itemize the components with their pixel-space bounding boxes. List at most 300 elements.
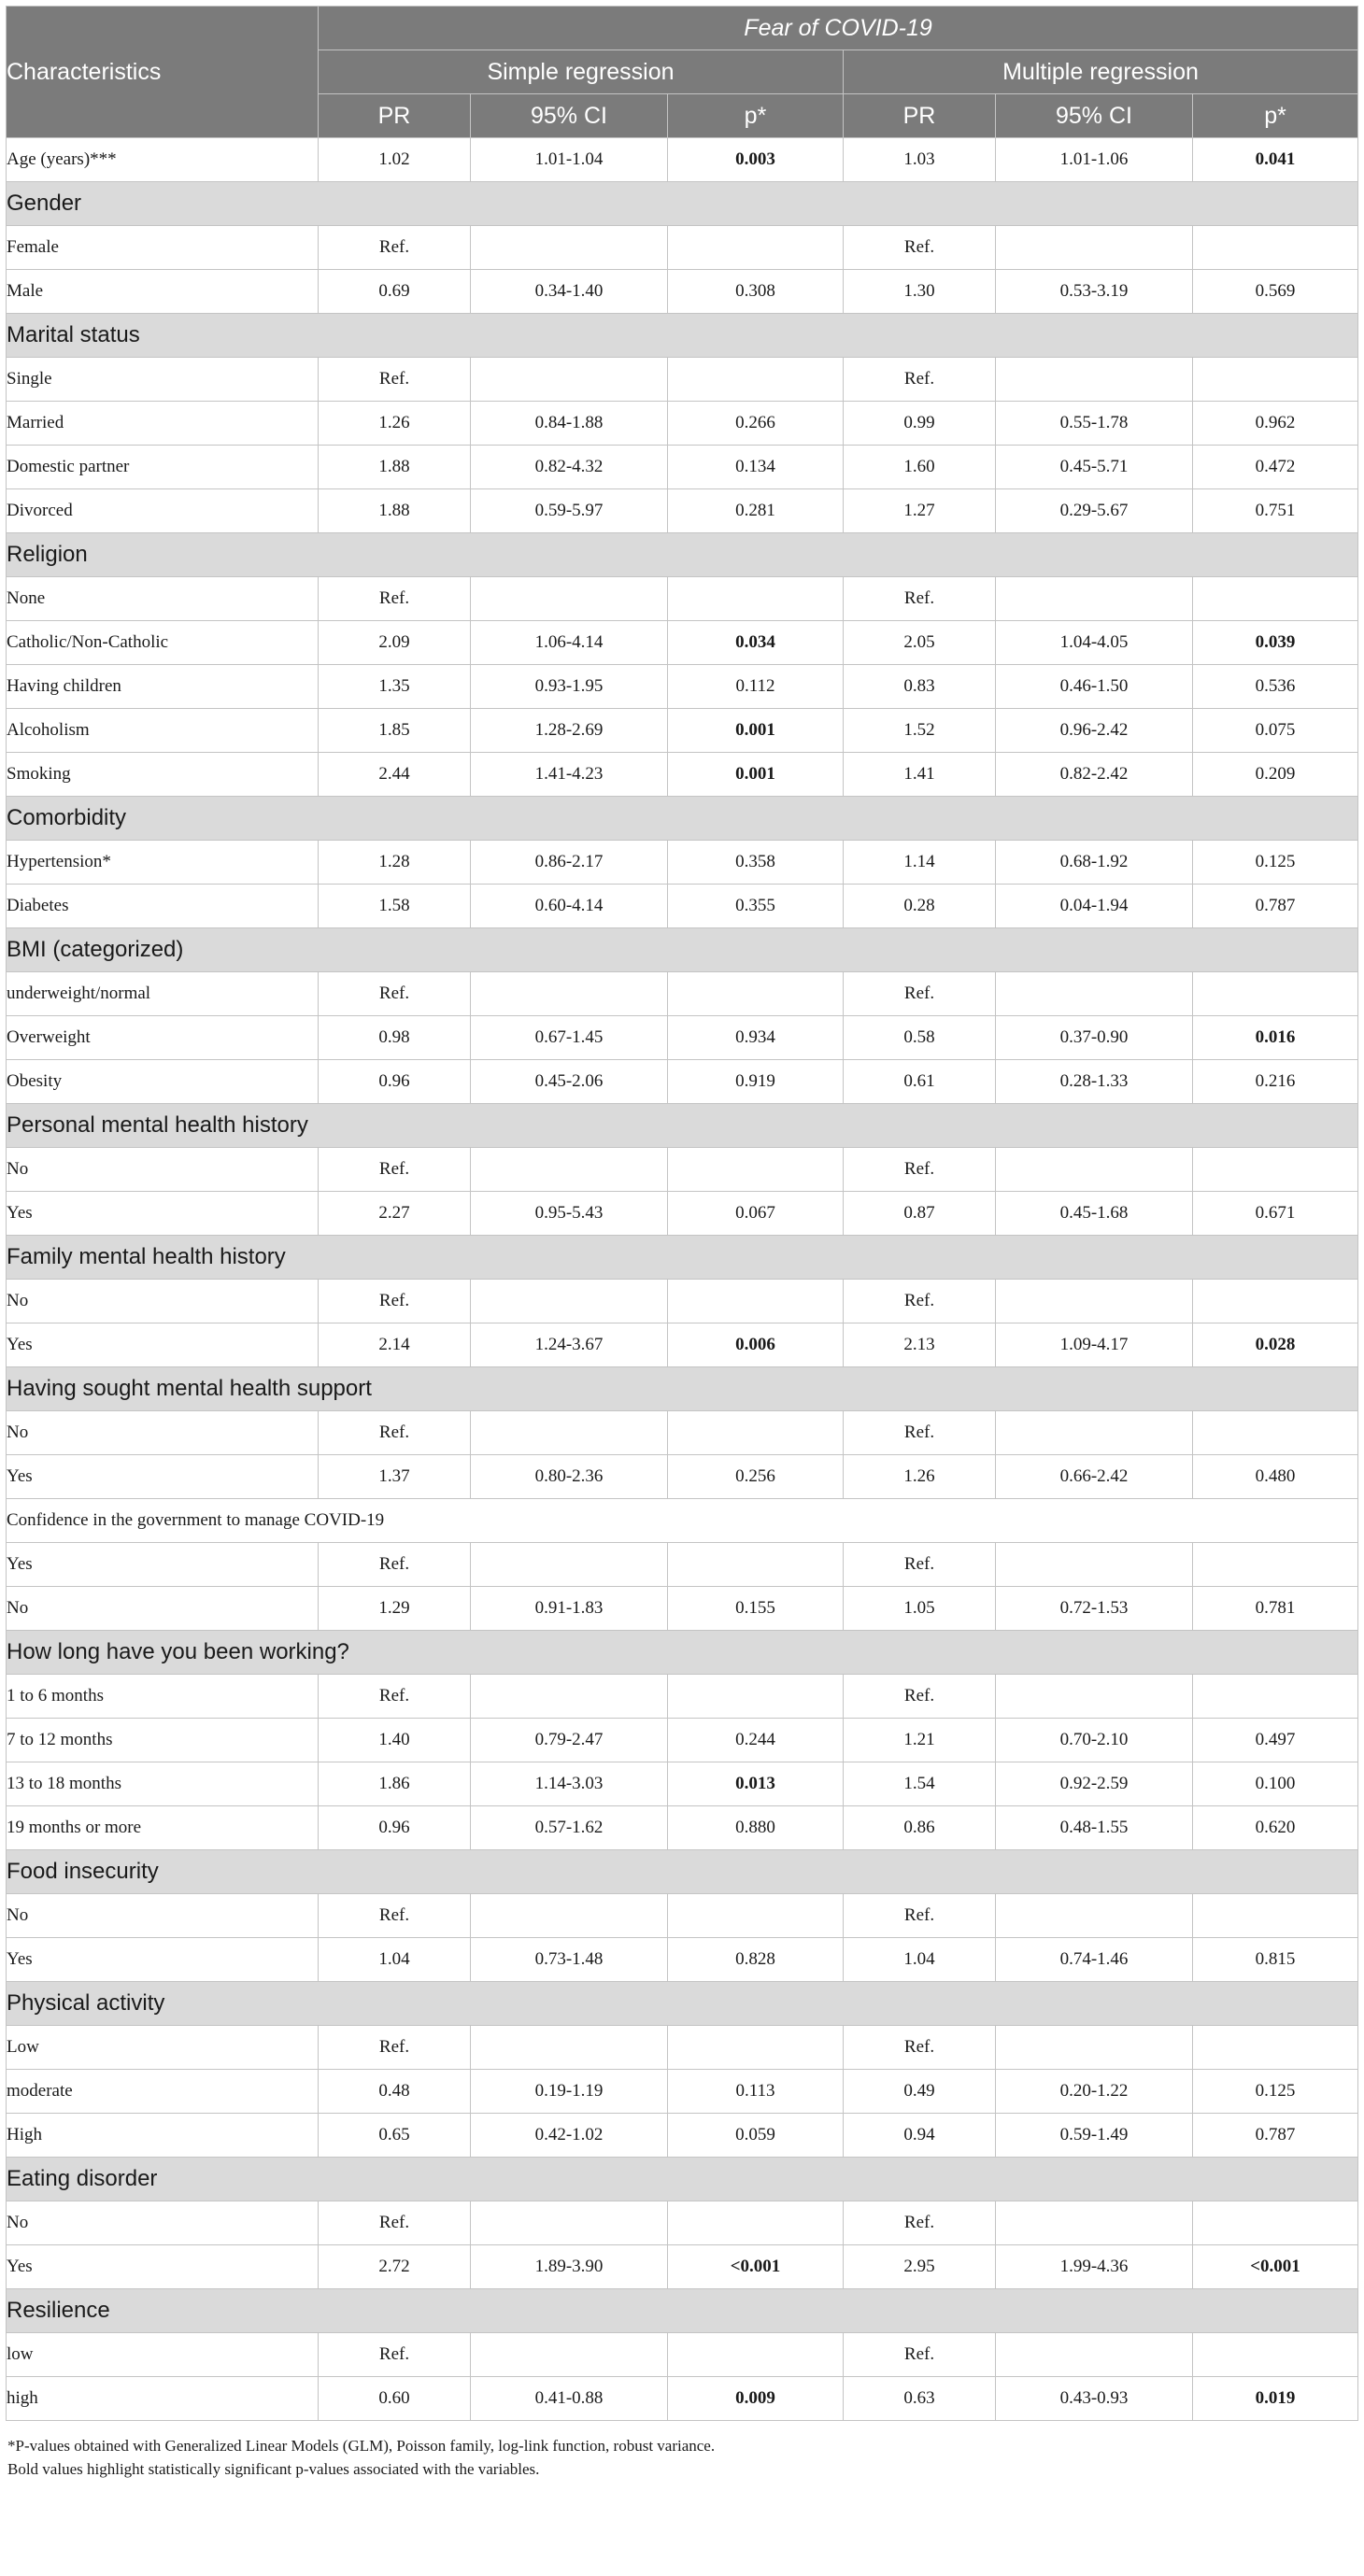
table-cell: Ref. <box>844 2201 996 2245</box>
table-row <box>7 1719 1358 1762</box>
table-cell <box>668 2026 844 2070</box>
table-cell: Ref. <box>844 2333 996 2377</box>
table-cell: 1.28 <box>319 841 471 885</box>
table-row <box>7 2377 1358 2421</box>
table-cell: 2.72 <box>319 2245 471 2289</box>
table-cell: 0.91-1.83 <box>471 1587 668 1631</box>
table-cell: Ref. <box>844 358 996 402</box>
table-cell: Ref. <box>319 577 471 621</box>
table-cell: 1.04 <box>319 1938 471 1982</box>
table-cell: 0.125 <box>1193 841 1358 885</box>
table-cell: 1.14 <box>844 841 996 885</box>
table-cell: 0.42-1.02 <box>471 2114 668 2158</box>
table-cell: 0.962 <box>1193 402 1358 446</box>
section-label: Personal mental health history <box>7 1104 1358 1148</box>
section-label: BMI (categorized) <box>7 928 1358 972</box>
table-cell <box>1193 2201 1358 2245</box>
table-cell: 0.880 <box>668 1806 844 1850</box>
table-cell: <0.001 <box>1193 2245 1358 2289</box>
table-row <box>7 138 1358 182</box>
table-cell <box>996 358 1193 402</box>
table-cell: 0.98 <box>319 1016 471 1060</box>
table-cell: 1.03 <box>844 138 996 182</box>
table-cell: Ref. <box>844 1411 996 1455</box>
table-cell: Ref. <box>319 358 471 402</box>
row-label: Yes <box>7 1192 319 1236</box>
table-cell: Ref. <box>844 972 996 1016</box>
section-label: Having sought mental health support <box>7 1367 1358 1411</box>
table-cell <box>668 1543 844 1587</box>
table-cell: 0.209 <box>1193 753 1358 797</box>
table-row <box>7 665 1358 709</box>
characteristics-header: Characteristics <box>7 7 319 138</box>
table-cell: 0.480 <box>1193 1455 1358 1499</box>
table-cell: 2.95 <box>844 2245 996 2289</box>
table-cell: 0.028 <box>1193 1323 1358 1367</box>
row-label: None <box>7 577 319 621</box>
table-cell: 2.14 <box>319 1323 471 1367</box>
table-cell: 2.09 <box>319 621 471 665</box>
table-cell: 0.787 <box>1193 885 1358 928</box>
table-cell <box>996 1894 1193 1938</box>
table-cell <box>996 1148 1193 1192</box>
column-header: 95% CI <box>996 94 1193 138</box>
table-cell: 0.815 <box>1193 1938 1358 1982</box>
row-label: underweight/normal <box>7 972 319 1016</box>
table-cell: 0.72-1.53 <box>996 1587 1193 1631</box>
table-cell <box>471 2333 668 2377</box>
row-label: Diabetes <box>7 885 319 928</box>
row-label: Yes <box>7 1543 319 1587</box>
table-cell: 0.70-2.10 <box>996 1719 1193 1762</box>
table-cell: 0.125 <box>1193 2070 1358 2114</box>
table-cell <box>471 1894 668 1938</box>
table-cell: 0.001 <box>668 753 844 797</box>
table-cell <box>668 2333 844 2377</box>
table-cell: 0.59-5.97 <box>471 489 668 533</box>
table-row <box>7 1016 1358 1060</box>
table-cell: 0.034 <box>668 621 844 665</box>
table-cell: Ref. <box>319 226 471 270</box>
table-cell: 0.29-5.67 <box>996 489 1193 533</box>
table-cell: 0.671 <box>1193 1192 1358 1236</box>
table-cell: 0.79-2.47 <box>471 1719 668 1762</box>
table-cell: 0.569 <box>1193 270 1358 314</box>
table-cell: 0.113 <box>668 2070 844 2114</box>
row-label: Alcoholism <box>7 709 319 753</box>
table-row <box>7 577 1358 621</box>
table-cell <box>668 1411 844 1455</box>
table-cell <box>1193 972 1358 1016</box>
table-cell <box>996 972 1193 1016</box>
table-cell <box>471 577 668 621</box>
section-label: Religion <box>7 533 1358 577</box>
table-cell: 0.68-1.92 <box>996 841 1193 885</box>
table-cell: Ref. <box>319 1675 471 1719</box>
row-label: Yes <box>7 1455 319 1499</box>
table-cell <box>996 2201 1193 2245</box>
row-label: moderate <box>7 2070 319 2114</box>
table-cell <box>471 358 668 402</box>
table-row <box>7 446 1358 489</box>
table-cell <box>1193 2333 1358 2377</box>
table-cell: 1.60 <box>844 446 996 489</box>
section-row <box>7 182 1358 226</box>
table-cell <box>668 1280 844 1323</box>
table-cell: 0.355 <box>668 885 844 928</box>
table-cell: 0.003 <box>668 138 844 182</box>
table-cell: 0.84-1.88 <box>471 402 668 446</box>
table-wrapper <box>6 6 1357 2481</box>
section-label: Eating disorder <box>7 2158 1358 2201</box>
table-cell <box>668 1894 844 1938</box>
column-header: p* <box>668 94 844 138</box>
section-label: Resilience <box>7 2289 1358 2333</box>
table-cell: Ref. <box>844 1543 996 1587</box>
table-row <box>7 1148 1358 1192</box>
table-cell: 0.94 <box>844 2114 996 2158</box>
section-label: Family mental health history <box>7 1236 1358 1280</box>
table-cell: 1.14-3.03 <box>471 1762 668 1806</box>
table-cell: 0.43-0.93 <box>996 2377 1193 2421</box>
table-cell: Ref. <box>319 1543 471 1587</box>
row-label: Yes <box>7 1938 319 1982</box>
table-cell: 0.95-5.43 <box>471 1192 668 1236</box>
table-cell: 0.620 <box>1193 1806 1358 1850</box>
table-cell: 0.28 <box>844 885 996 928</box>
table-row <box>7 1323 1358 1367</box>
row-label: high <box>7 2377 319 2421</box>
table-cell: 0.134 <box>668 446 844 489</box>
table-cell: 0.55-1.78 <box>996 402 1193 446</box>
table-cell <box>996 577 1193 621</box>
row-label: Divorced <box>7 489 319 533</box>
section-row <box>7 1850 1358 1894</box>
table-cell: 0.82-4.32 <box>471 446 668 489</box>
table-cell: 1.86 <box>319 1762 471 1806</box>
table-cell: Ref. <box>844 226 996 270</box>
outcome-header: Fear of COVID-19 <box>319 7 1358 50</box>
table-cell: 0.66-2.42 <box>996 1455 1193 1499</box>
table-cell <box>1193 1148 1358 1192</box>
section-row <box>7 314 1358 358</box>
column-header: PR <box>319 94 471 138</box>
table-cell: 0.059 <box>668 2114 844 2158</box>
table-row <box>7 2070 1358 2114</box>
table-cell: 0.59-1.49 <box>996 2114 1193 2158</box>
table-cell: 2.13 <box>844 1323 996 1367</box>
table-cell: 0.86 <box>844 1806 996 1850</box>
table-cell: 0.45-5.71 <box>996 446 1193 489</box>
row-label: 19 months or more <box>7 1806 319 1850</box>
table-cell: 0.358 <box>668 841 844 885</box>
table-cell: Ref. <box>319 972 471 1016</box>
row-label: Yes <box>7 2245 319 2289</box>
row-label: Low <box>7 2026 319 2070</box>
table-cell: 0.781 <box>1193 1587 1358 1631</box>
row-label: No <box>7 1411 319 1455</box>
table-cell <box>996 1543 1193 1587</box>
table-row <box>7 1938 1358 1982</box>
table-cell: 0.075 <box>1193 709 1358 753</box>
table-cell: 0.34-1.40 <box>471 270 668 314</box>
table-cell <box>996 1675 1193 1719</box>
row-label: Overweight <box>7 1016 319 1060</box>
table-cell <box>668 972 844 1016</box>
table-cell: Ref. <box>319 1148 471 1192</box>
table-row <box>7 1192 1358 1236</box>
row-label: Yes <box>7 1323 319 1367</box>
simple-regression-header: Simple regression <box>319 50 844 94</box>
table-cell: 0.73-1.48 <box>471 1938 668 1982</box>
table-cell: 0.69 <box>319 270 471 314</box>
table-cell: 1.99-4.36 <box>996 2245 1193 2289</box>
table-cell: 0.86-2.17 <box>471 841 668 885</box>
table-cell: 1.06-4.14 <box>471 621 668 665</box>
table-cell: 1.35 <box>319 665 471 709</box>
table-row <box>7 1411 1358 1455</box>
table-cell <box>996 2026 1193 2070</box>
table-cell <box>471 226 668 270</box>
row-label: High <box>7 2114 319 2158</box>
table-row <box>7 1455 1358 1499</box>
table-cell <box>471 1675 668 1719</box>
table-cell <box>996 226 1193 270</box>
regression-table <box>6 6 1358 2421</box>
row-label: low <box>7 2333 319 2377</box>
table-row <box>7 753 1358 797</box>
table-cell: 1.01-1.04 <box>471 138 668 182</box>
table-cell: 0.039 <box>1193 621 1358 665</box>
section-label: How long have you been working? <box>7 1631 1358 1675</box>
table-cell: 1.26 <box>319 402 471 446</box>
row-label: Domestic partner <box>7 446 319 489</box>
table-cell: Ref. <box>844 577 996 621</box>
section-row <box>7 1982 1358 2026</box>
row-label: Single <box>7 358 319 402</box>
table-cell: 0.60-4.14 <box>471 885 668 928</box>
table-cell <box>1193 1543 1358 1587</box>
table-cell: 0.19-1.19 <box>471 2070 668 2114</box>
table-cell <box>471 2201 668 2245</box>
table-cell: 1.52 <box>844 709 996 753</box>
table-cell: 0.28-1.33 <box>996 1060 1193 1104</box>
table-cell: 0.96 <box>319 1806 471 1850</box>
table-cell: 0.53-3.19 <box>996 270 1193 314</box>
section-row <box>7 1499 1358 1543</box>
table-footnotes <box>6 2434 1357 2481</box>
row-label: Smoking <box>7 753 319 797</box>
table-cell: 0.83 <box>844 665 996 709</box>
column-header: 95% CI <box>471 94 668 138</box>
table-cell <box>471 1543 668 1587</box>
table-cell: Ref. <box>319 2201 471 2245</box>
table-cell: 0.001 <box>668 709 844 753</box>
table-cell: 1.04-4.05 <box>996 621 1193 665</box>
table-row <box>7 2114 1358 2158</box>
row-label: No <box>7 2201 319 2245</box>
table-cell: 0.828 <box>668 1938 844 1982</box>
section-row <box>7 533 1358 577</box>
row-label: No <box>7 1148 319 1192</box>
table-row <box>7 1675 1358 1719</box>
footnote: Bold values highlight statistically significant p-values associated with the variables. <box>7 2460 540 2478</box>
table-cell: Ref. <box>319 1894 471 1938</box>
table-cell: Ref. <box>319 2026 471 2070</box>
table-cell: Ref. <box>844 1148 996 1192</box>
table-cell: 0.787 <box>1193 2114 1358 2158</box>
table-cell: 1.30 <box>844 270 996 314</box>
table-row <box>7 1894 1358 1938</box>
table-cell: 0.20-1.22 <box>996 2070 1193 2114</box>
table-cell: 0.45-1.68 <box>996 1192 1193 1236</box>
table-cell: 1.05 <box>844 1587 996 1631</box>
table-row <box>7 1060 1358 1104</box>
section-row <box>7 2158 1358 2201</box>
table-cell: 0.256 <box>668 1455 844 1499</box>
table-cell: 0.019 <box>1193 2377 1358 2421</box>
table-header <box>7 7 1358 138</box>
table-cell: 0.99 <box>844 402 996 446</box>
row-label: Male <box>7 270 319 314</box>
table-row <box>7 270 1358 314</box>
table-cell: 0.013 <box>668 1762 844 1806</box>
table-row <box>7 621 1358 665</box>
table-cell: 1.26 <box>844 1455 996 1499</box>
row-label: Catholic/Non-Catholic <box>7 621 319 665</box>
table-cell: 0.041 <box>1193 138 1358 182</box>
table-cell: 0.49 <box>844 2070 996 2114</box>
table-row <box>7 1543 1358 1587</box>
table-cell <box>1193 2026 1358 2070</box>
section-label: Marital status <box>7 314 1358 358</box>
section-row <box>7 1631 1358 1675</box>
table-cell: 0.45-2.06 <box>471 1060 668 1104</box>
row-label: No <box>7 1280 319 1323</box>
table-cell <box>471 2026 668 2070</box>
row-label: No <box>7 1894 319 1938</box>
table-cell <box>471 1148 668 1192</box>
table-cell: 0.41-0.88 <box>471 2377 668 2421</box>
table-cell <box>996 1411 1193 1455</box>
table-cell: 2.44 <box>319 753 471 797</box>
table-cell: 0.04-1.94 <box>996 885 1193 928</box>
table-row <box>7 709 1358 753</box>
table-cell: 0.58 <box>844 1016 996 1060</box>
table-cell: 1.89-3.90 <box>471 2245 668 2289</box>
table-row <box>7 358 1358 402</box>
table-cell <box>1193 226 1358 270</box>
table-cell: 1.85 <box>319 709 471 753</box>
table-row <box>7 2026 1358 2070</box>
table-cell: 0.155 <box>668 1587 844 1631</box>
table-cell <box>668 2201 844 2245</box>
table-cell: 1.21 <box>844 1719 996 1762</box>
table-cell: Ref. <box>844 1280 996 1323</box>
table-cell: 0.93-1.95 <box>471 665 668 709</box>
table-cell: 0.934 <box>668 1016 844 1060</box>
table-cell: 1.41 <box>844 753 996 797</box>
table-cell: 0.006 <box>668 1323 844 1367</box>
table-row <box>7 2245 1358 2289</box>
table-cell: 0.100 <box>1193 1762 1358 1806</box>
table-cell: 1.40 <box>319 1719 471 1762</box>
table-cell: 0.536 <box>1193 665 1358 709</box>
table-cell <box>668 358 844 402</box>
table-cell <box>668 1675 844 1719</box>
table-cell <box>1193 577 1358 621</box>
table-cell: 1.04 <box>844 1938 996 1982</box>
table-row <box>7 1762 1358 1806</box>
section-row <box>7 1367 1358 1411</box>
row-label: Hypertension* <box>7 841 319 885</box>
table-cell <box>471 1280 668 1323</box>
section-row <box>7 797 1358 841</box>
table-cell <box>1193 358 1358 402</box>
table-cell: 1.09-4.17 <box>996 1323 1193 1367</box>
table-cell: 0.37-0.90 <box>996 1016 1193 1060</box>
row-label: Age (years)*** <box>7 138 319 182</box>
table-cell: 0.919 <box>668 1060 844 1104</box>
section-row <box>7 1236 1358 1280</box>
table-cell: 0.74-1.46 <box>996 1938 1193 1982</box>
table-cell: 0.63 <box>844 2377 996 2421</box>
section-row <box>7 1104 1358 1148</box>
section-label: Physical activity <box>7 1982 1358 2026</box>
table-cell: 0.48-1.55 <box>996 1806 1193 1850</box>
table-cell <box>1193 1675 1358 1719</box>
table-row <box>7 489 1358 533</box>
table-row <box>7 841 1358 885</box>
table-cell: 0.82-2.42 <box>996 753 1193 797</box>
table-cell: 1.41-4.23 <box>471 753 668 797</box>
row-label: Married <box>7 402 319 446</box>
table-cell: Ref. <box>844 2026 996 2070</box>
table-row <box>7 402 1358 446</box>
row-label: Having children <box>7 665 319 709</box>
section-row <box>7 2289 1358 2333</box>
table-cell: 0.57-1.62 <box>471 1806 668 1850</box>
table-cell: 0.266 <box>668 402 844 446</box>
table-row <box>7 972 1358 1016</box>
section-row <box>7 928 1358 972</box>
row-label: Obesity <box>7 1060 319 1104</box>
column-header: p* <box>1193 94 1358 138</box>
table-cell: Ref. <box>319 1411 471 1455</box>
table-cell <box>668 226 844 270</box>
table-cell: 0.009 <box>668 2377 844 2421</box>
table-cell: 1.01-1.06 <box>996 138 1193 182</box>
table-cell: <0.001 <box>668 2245 844 2289</box>
table-cell <box>1193 1280 1358 1323</box>
table-cell: 1.88 <box>319 489 471 533</box>
table-row <box>7 1587 1358 1631</box>
table-cell <box>668 577 844 621</box>
row-label: 1 to 6 months <box>7 1675 319 1719</box>
table-row <box>7 1280 1358 1323</box>
table-cell: Ref. <box>319 1280 471 1323</box>
table-cell: 0.244 <box>668 1719 844 1762</box>
table-cell: 1.27 <box>844 489 996 533</box>
table-cell: 0.80-2.36 <box>471 1455 668 1499</box>
section-label: Comorbidity <box>7 797 1358 841</box>
table-cell: 0.96 <box>319 1060 471 1104</box>
table-row <box>7 1806 1358 1850</box>
table-cell: 0.112 <box>668 665 844 709</box>
table-row <box>7 2333 1358 2377</box>
table-cell: 1.58 <box>319 885 471 928</box>
table-cell: 1.24-3.67 <box>471 1323 668 1367</box>
